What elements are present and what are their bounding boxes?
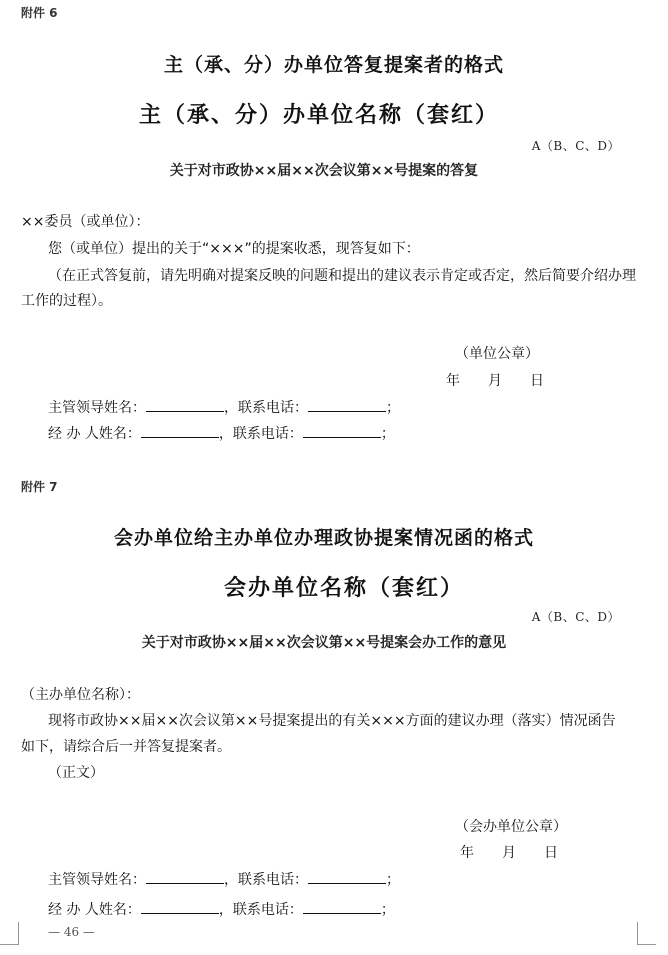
crop-mark-left xyxy=(0,922,19,945)
annex-7-body: （正文） xyxy=(48,765,104,781)
annex-7-code: A（B、C、D） xyxy=(531,610,620,624)
annex-7-paragraph-1-line-1: 现将市政协××届××次会议第××号提案提出的有关×××方面的建议办理（落实）情况函告 xyxy=(48,713,616,729)
leader-name-label: 主管领导姓名： xyxy=(48,872,146,888)
annex-6-label: 附件 6 xyxy=(21,6,58,20)
annex-7-date: 年 月 日 xyxy=(460,845,558,861)
handler-name-label: 经 办 人姓名： xyxy=(48,902,141,918)
annex-6-code: A（B、C、D） xyxy=(531,139,620,153)
phone-label: ，联系电话： xyxy=(218,902,303,918)
annex-7-handler-row xyxy=(48,897,395,923)
annex-6-title: 主（承、分）办单位答复提案者的格式 xyxy=(163,54,504,76)
annex-6-date: 年 月 日 xyxy=(446,373,544,389)
end-mark: ； xyxy=(380,426,395,442)
leader-name-label: 主管领导姓名： xyxy=(48,400,146,416)
handler-name-label: 经 办 人姓名： xyxy=(48,426,141,442)
annex-6-paragraph-2-line-1: （在正式答复前，请先明确对提案反映的问题和提出的建议表示肯定或否定，然后简要介绍办理 xyxy=(48,268,636,284)
end-mark: ； xyxy=(386,400,400,416)
annex-7-label: 附件 7 xyxy=(21,480,58,494)
annex-7-seal: （会办单位公章） xyxy=(455,819,567,835)
phone-label: ，联系电话： xyxy=(224,872,308,888)
annex-7-paragraph-1-line-2: 如下，请综合后一并答复提案者。 xyxy=(21,739,231,755)
phone-label: ，联系电话： xyxy=(224,400,308,416)
annex-6-unit-title: 主（承、分）办单位名称（套红） xyxy=(138,102,499,128)
phone-blank xyxy=(303,424,381,438)
leader-name-blank xyxy=(146,870,224,884)
annex-7-title: 会办单位给主办单位办理政协提案情况函的格式 xyxy=(113,527,534,549)
page-number: — 46 — xyxy=(48,925,95,939)
leader-name-blank xyxy=(146,398,224,412)
annex-7-leader-row xyxy=(48,867,400,893)
end-mark: ； xyxy=(386,872,400,888)
phone-label: ，联系电话： xyxy=(218,426,303,442)
phone-blank xyxy=(308,398,386,412)
annex-7-salutation: （主办单位名称）： xyxy=(21,687,140,703)
handler-name-blank xyxy=(141,424,219,438)
end-mark: ； xyxy=(380,902,395,918)
phone-blank xyxy=(303,900,381,914)
annex-6-salutation: ××委员（或单位）： xyxy=(21,214,150,230)
crop-mark-right xyxy=(637,922,656,945)
annex-6-leader-row xyxy=(48,395,400,421)
phone-blank xyxy=(308,870,386,884)
handler-name-blank xyxy=(141,900,219,914)
annex-6-handler-row xyxy=(48,421,395,447)
annex-7-unit-title: 会办单位名称（套红） xyxy=(223,575,464,601)
annex-7-subtitle: 关于对市政协××届××次会议第××号提案会办工作的意见 xyxy=(141,635,507,651)
annex-6-seal: （单位公章） xyxy=(455,346,539,362)
annex-6-paragraph-1: 您（或单位）提出的关于“×××”的提案收悉，现答复如下： xyxy=(48,241,420,257)
annex-6-subtitle: 关于对市政协××届××次会议第××号提案的答复 xyxy=(169,163,479,179)
annex-6-paragraph-2-line-2: 工作的过程）。 xyxy=(21,293,112,309)
